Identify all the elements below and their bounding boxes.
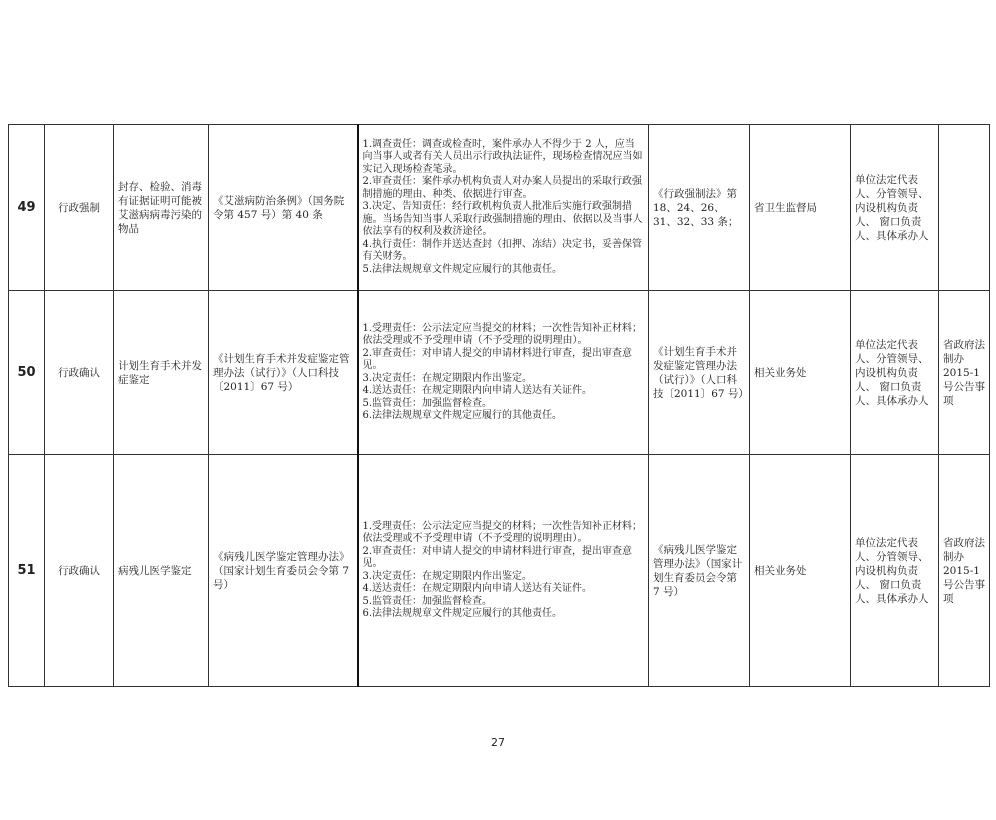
legal-basis: 《艾滋病防治条例》（国务院令第 457 号）第 40 条 [209, 125, 358, 291]
table-row [9, 455, 990, 687]
responsibility-list [358, 125, 649, 291]
legal-basis: 《计划生育手术并发症鉴定管理办法（试行）》（人口科技〔2011〕67 号） [209, 291, 358, 455]
responsibility-item: 5.监管责任：加强监督检查。 [362, 595, 493, 607]
responsibility-item: 3.决定责任：在规定期限内作出鉴定。 [362, 570, 533, 582]
power-category: 行政确认 [45, 455, 114, 687]
responsibility-list [358, 455, 649, 687]
responsible-dept: 省卫生监督局 [750, 125, 851, 291]
responsibility-item: 5.监管责任：加强监督检查。 [362, 397, 493, 409]
power-item: 病残儿医学鉴定 [114, 455, 209, 687]
power-category: 行政强制 [45, 125, 114, 291]
page-number: 27 [491, 736, 505, 749]
responsible-person: 单位法定代表人、分管领导、内设机构负责人、 窗口负责人、具体承办人 [851, 455, 939, 687]
legal-basis: 《病残儿医学鉴定管理办法》（国家计划生育委员会令第 7 号） [209, 455, 358, 687]
responsibility-item: 1.受理责任：公示法定应当提交的材料；一次性告知补正材料；依法受理或不予受理申请（不予受理的说明理由）。 [362, 520, 643, 544]
responsibility-basis: 《病残儿医学鉴定管理办法》（国家计划生育委员会令第 7 号） [649, 455, 750, 687]
responsibility-list [358, 291, 649, 455]
power-item: 计划生育手术并发症鉴定 [114, 291, 209, 455]
table-row [9, 125, 990, 291]
note [939, 125, 990, 291]
table-row [9, 291, 990, 455]
note: 省政府法制办 2015-1 号公告事项 [939, 455, 990, 687]
responsibility-item: 3.决定、告知责任：经行政机构负责人批准后实施行政强制措施。当场告知当事人采取行政强制措施的理由、依据以及当事人依法享有的权利及救济途径。 [362, 201, 643, 238]
responsibility-table [8, 124, 990, 687]
responsibility-item: 6.法律法规规章文件规定应履行的其他责任。 [362, 410, 563, 421]
responsible-dept: 相关业务处 [750, 291, 851, 455]
power-category: 行政确认 [45, 291, 114, 455]
responsibility-item: 1.调查责任：调查或检查时，案件承办人不得少于 2 人，应当向当事人或者有关人员出示行政执法证件，现场检查情况应当如实记入现场检查笔录。 [362, 138, 643, 175]
responsible-person: 单位法定代表人、分管领导、内设机构负责人、 窗口负责人、具体承办人 [851, 291, 939, 455]
note: 省政府法制办 2015-1 号公告事项 [939, 291, 990, 455]
row-number: 51 [9, 455, 45, 687]
responsibility-item: 5.法律法规规章文件规定应履行的其他责任。 [362, 263, 563, 275]
responsible-dept: 相关业务处 [750, 455, 851, 687]
responsibility-item: 2.审查责任：对申请人提交的申请材料进行审查，提出审查意见。 [362, 545, 633, 569]
responsibility-item: 6.法律法规规章文件规定应履行的其他责任。 [362, 608, 563, 619]
responsibility-item: 1.受理责任：公示法定应当提交的材料；一次性告知补正材料；依法受理或不予受理申请（不予受理的说明理由）。 [362, 322, 643, 346]
responsibility-item: 3.决定责任：在规定期限内作出鉴定。 [362, 372, 533, 384]
responsibility-basis: 《行政强制法》第 18、24、26、31、32、33 条； [649, 125, 750, 291]
row-number: 49 [9, 125, 45, 291]
responsibility-item: 4.送达责任：在规定期限内向申请人送达有关证件。 [362, 385, 593, 396]
responsibility-item: 4.送达责任：在规定期限内向申请人送达有关证件。 [362, 583, 593, 594]
power-item: 封存、检验、消毒有证据证明可能被艾滋病病毒污染的物品 [114, 125, 209, 291]
responsible-person: 单位法定代表人、分管领导、内设机构负责人、 窗口负责人、具体承办人 [851, 125, 939, 291]
row-number: 50 [9, 291, 45, 455]
responsibility-basis: 《计划生育手术并发症鉴定管理办法（试行）》（人口科技〔2011〕67 号） [649, 291, 750, 455]
responsibility-item: 2.审查责任：对申请人提交的申请材料进行审查，提出审查意见。 [362, 347, 633, 371]
responsibility-item: 4.执行责任：制作并送达查封（扣押、冻结）决定书，妥善保管有关财务。 [362, 238, 643, 263]
responsibility-item: 2.审查责任：案件承办机构负责人对办案人员提出的采取行政强制措施的理由、种类、依据进行审查。 [362, 176, 643, 200]
